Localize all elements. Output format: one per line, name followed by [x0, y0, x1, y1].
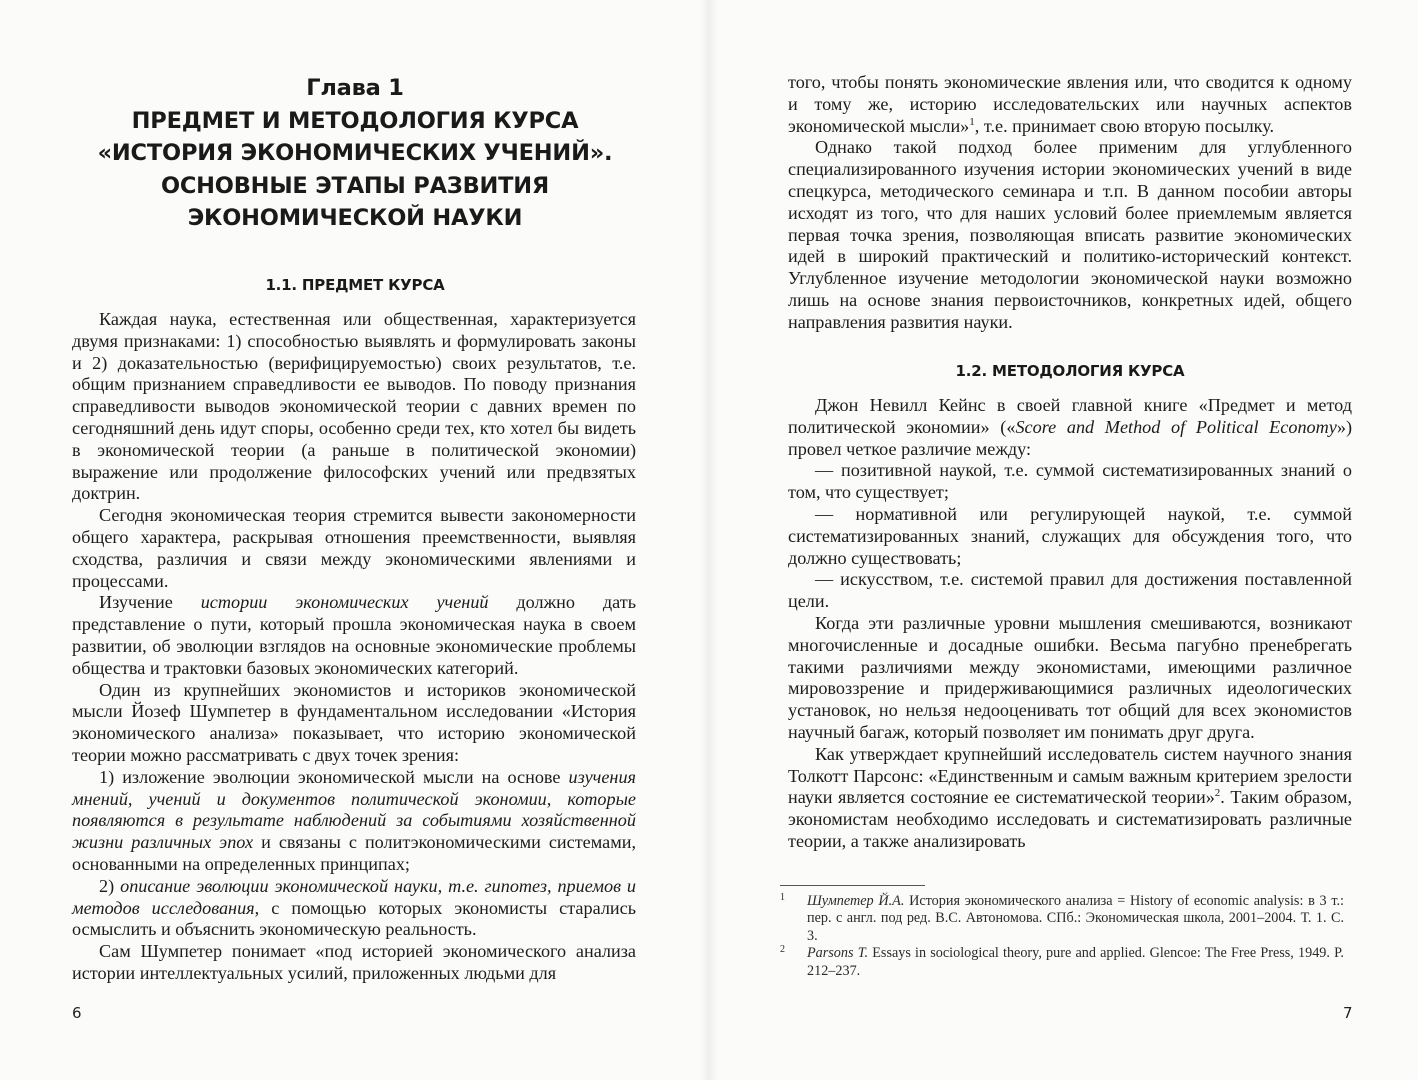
list-item: — искусством, т.е. системой правил для достижения поставленной цели. — [788, 569, 1352, 612]
text-run: ») провел четкое различие между: — [788, 416, 1353, 459]
footnote — [780, 945, 1344, 980]
chapter-label: Глава 1 — [306, 75, 404, 101]
right-body-text — [788, 395, 1352, 853]
paragraph — [72, 767, 636, 876]
text-run: того, чтобы понять экономические явления или, что сводится к одному и тому же, историю исследовательских или научных аспектов экономической мысли» — [788, 72, 1352, 136]
page-number: 7 — [1343, 1004, 1353, 1022]
list-item: — позитивной наукой, т.е. суммой систематизированных знаний о том, что существует; — [788, 460, 1352, 503]
section-title: 1.1. ПРЕДМЕТ КУРСА — [265, 276, 445, 294]
text-run: и связаны с политэкономическими системами, основанными на определенных принципах; — [72, 832, 636, 874]
paragraph: Сегодня экономическая теория стремится вывести закономерности общего характера, раскрывая отношения преемственности, выявляя сходства, различия и связи между экономическими явлениями и процессами. — [72, 505, 636, 591]
paragraph: Один из крупнейших экономистов и историков экономической мысли Йозеф Шумпетер в фундаментальном исследовании «История экономического анализа» показывает, что историю экономической теории можно рассматривать с двух точек зрения: — [72, 679, 636, 765]
text-run: , т.е. принимает свою вторую посылку. — [974, 115, 1275, 136]
chapter-title-line: ЭКОНОМИЧЕСКОЙ НАУКИ — [187, 205, 523, 232]
right-page — [709, 0, 1418, 1080]
paragraph — [72, 592, 636, 679]
italic-run: Score and Method of Political Economy — [1015, 416, 1337, 437]
footnote-text: История экономического анализа = History of economic analysis: в 3 т.: пер. с англ. под ред. В.С. Автономова. СПб.: Экономическая школа, 2001–2004. Т. 1. С. 3. — [807, 893, 1344, 944]
page-number: 6 — [72, 1004, 82, 1022]
footnote — [780, 893, 1344, 945]
footnote-text: Essays in sociological theory, pure and applied. Glencoe: The Free Press, 1949. P. 212–237. — [807, 945, 1344, 979]
italic-run: изучения мнений, учений и документов политической экономии, которые появляются в результате наблюдений за событиями хозяйственной жизни различных эпох — [72, 766, 636, 853]
footnote-ref: 1 — [969, 115, 975, 128]
paragraph — [788, 744, 1352, 853]
right-body-text-top — [788, 72, 1352, 334]
paragraph: Каждая наука, естественная или общественная, характеризуется двумя признаками: 1) способностью выявлять и формулировать законы и 2) доказательностью (верифицируемостью) своих результатов, т.е. общим признанием справедливости ее выводов. По поводу признания справедливости выводов экономической теории с давних времен по сегодняшний день идут споры, особенно среди тех, кто хотел бы видеть в экономической теории (а раньше в политической экономии) выражение или продолжение философских учений или предвзятых доктрин. — [72, 309, 636, 504]
paragraph: Однако такой подход более применим для углубленного специализированного изучения истории экономических учений в виде спецкурса, методического семинара и т.п. В данном пособии авторы исходят из того, что для наших условий более приемлемым является первая точка зрения, позволяющая вписать развитие экономических идей в широкий практический и политико-исторический контекст. Углубленное изучение методологии экономической науки возможно лишь на основе знания первоисточников, конкретных идей, общего направления развития науки. — [788, 137, 1352, 332]
paragraph — [72, 876, 636, 941]
left-body-text — [72, 309, 636, 985]
paragraph: Сам Шумпетер понимает «под историей экономического анализа истории интеллектуальных усилий, приложенных людьми для — [72, 941, 636, 983]
footnote-number: 1 — [780, 892, 785, 903]
chapter-title-line: ОСНОВНЫЕ ЭТАПЫ РАЗВИТИЯ — [160, 172, 550, 199]
text-run: должно дать представление о пути, который прошла экономическая наука в своем развитии, об эволюции взглядов на основные экономические проблемы общества и трактовки базовых экономических категорий. — [72, 592, 637, 678]
footnote-author: Шумпетер Й.А. — [807, 893, 905, 909]
chapter-title-line: «ИСТОРИЯ ЭКОНОМИЧЕСКИХ УЧЕНИЙ». — [97, 140, 613, 167]
text-run: Джон Невилл Кейнс в своей главной книге «Предмет и метод политической экономии» (« — [788, 395, 1352, 437]
footnote-number: 2 — [780, 944, 785, 956]
list-item: — нормативной или регулирующей наукой, т.е. суммой систематизированных знаний, служащих для обсуждения того, что должно существовать; — [788, 503, 1352, 568]
section-title: 1.2. МЕТОДОЛОГИЯ КУРСА — [955, 362, 1185, 380]
italic-run: описание эволюции экономической науки, т.е. гипотез, приемов и методов исследования — [72, 875, 636, 918]
text-run: Как утверждает крупнейший исследователь систем научного знания Толкотт Парсонс: «Единственным и самым важным критерием зрелости науки является состояние ее систематической теории» — [788, 743, 1352, 808]
italic-run: истории экономических учений — [200, 592, 489, 613]
footnotes — [780, 885, 1344, 980]
chapter-title-line: ПРЕДМЕТ И МЕТОДОЛОГИЯ КУРСА — [131, 107, 579, 134]
paragraph — [788, 395, 1352, 460]
text-run: 2) — [99, 875, 121, 896]
text-run: Изучение — [99, 592, 201, 613]
text-run: 1) изложение эволюции экономической мысли на основе — [99, 766, 569, 787]
paragraph: Когда эти различные уровни мышления смешиваются, возникают многочисленные и досадные ошибки. Весьма пагубно пренебрегать такими различиями между экономистами, имеющими различное мировоззрение и придерживающимися различных идеологических установок, но нельзя недооценивать тот общий для всех экономистов научный багаж, который позволяет им понимать друг друга. — [788, 612, 1352, 742]
paragraph — [788, 72, 1352, 137]
text-run: , с помощью которых экономисты старались осмыслить и объяснить экономическую реальность. — [72, 897, 636, 940]
chapter-heading — [72, 72, 638, 235]
footnote-divider — [780, 885, 925, 886]
footnote-author: Parsons T. — [807, 945, 869, 962]
footnote-ref: 2 — [1214, 787, 1221, 800]
text-run: . Таким образом, экономистам необходимо исследовать и систематизировать различные теории, а также анализировать — [788, 787, 1353, 851]
